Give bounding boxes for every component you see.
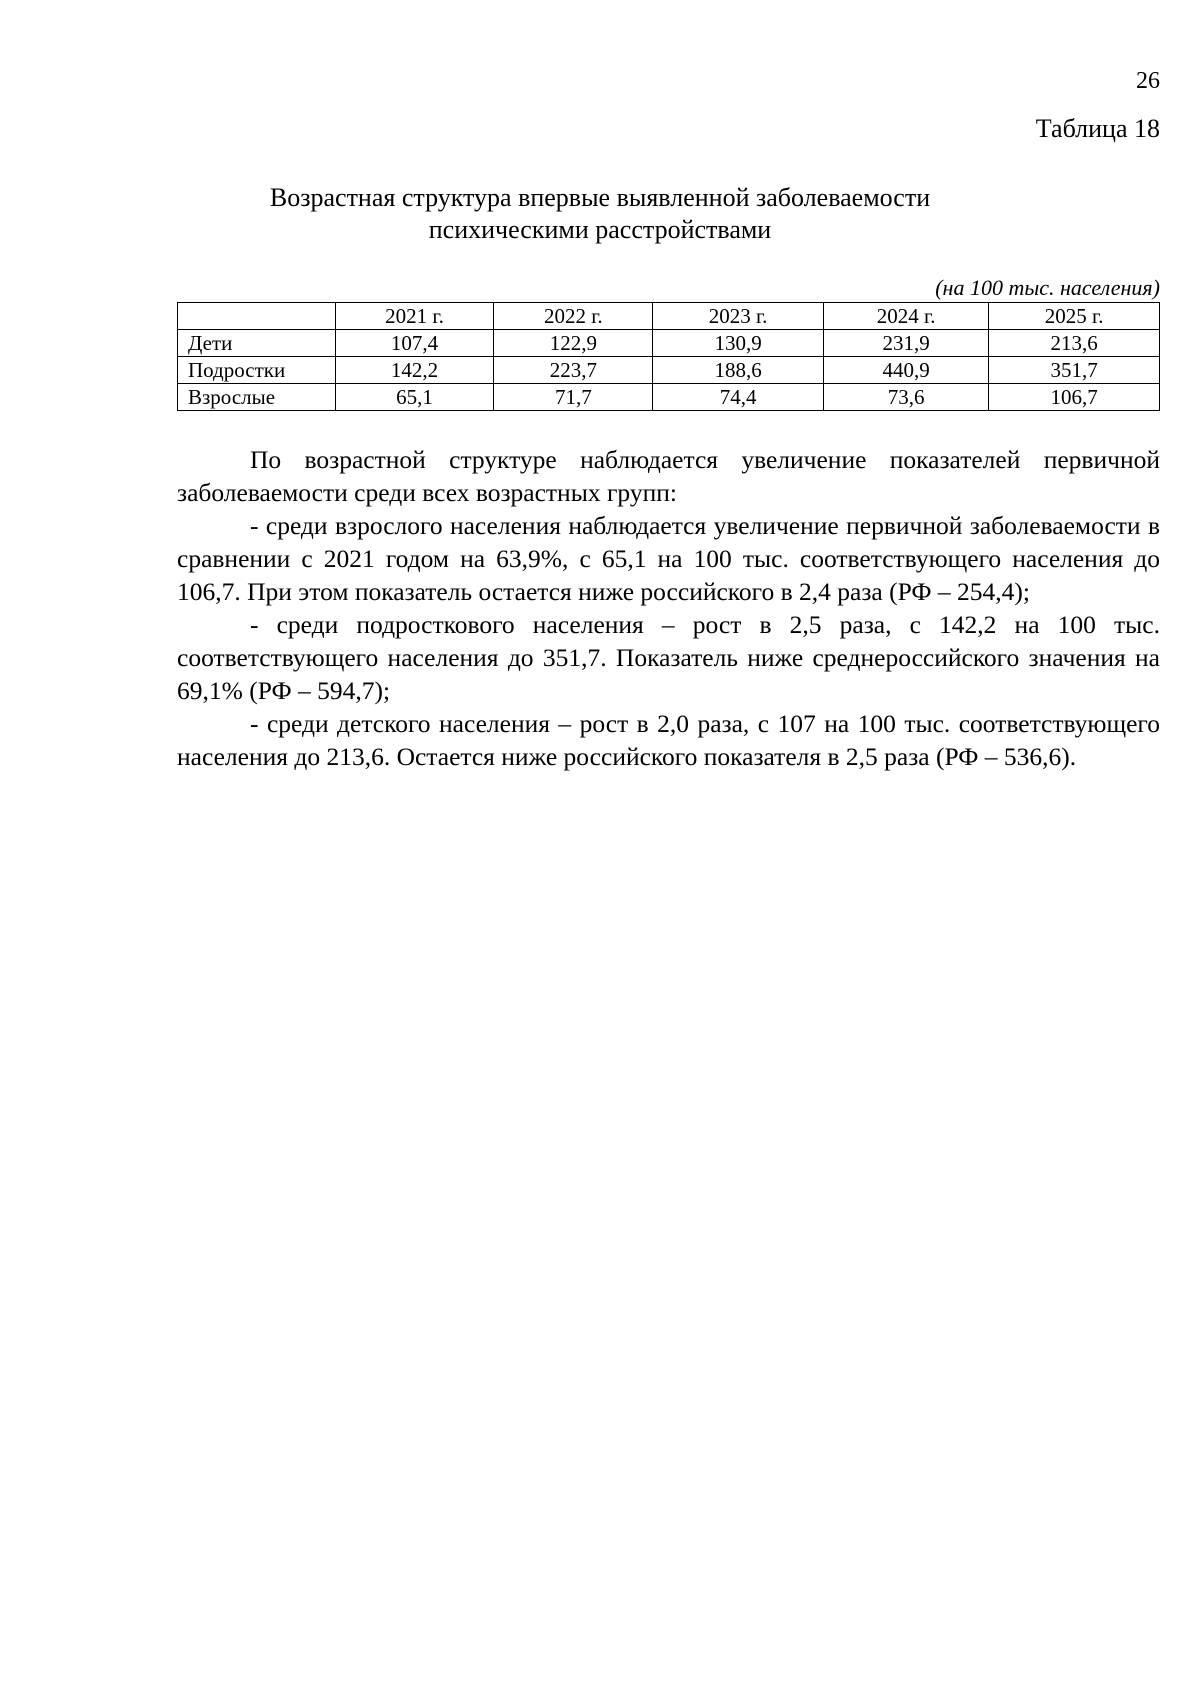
- table-cell: 122,9: [494, 330, 653, 357]
- table-row: [178, 330, 1160, 357]
- header-cell-year: 2021 г.: [335, 303, 494, 330]
- table-title: [160, 182, 1040, 246]
- row-label: Подростки: [178, 357, 336, 384]
- morbidity-table: [177, 302, 1160, 411]
- table-cell: 65,1: [335, 384, 494, 411]
- table-cell: 440,9: [823, 357, 988, 384]
- header-cell-empty: [178, 303, 336, 330]
- row-label: Дети: [178, 330, 336, 357]
- table-row: [178, 357, 1160, 384]
- table-cell: 130,9: [653, 330, 824, 357]
- table-cell: 213,6: [989, 330, 1160, 357]
- row-label: Взрослые: [178, 384, 336, 411]
- table-row: [178, 384, 1160, 411]
- table-cell: 142,2: [335, 357, 494, 384]
- table-cell: 71,7: [494, 384, 653, 411]
- header-cell-year: 2023 г.: [653, 303, 824, 330]
- table-cell: 107,4: [335, 330, 494, 357]
- table-label: Таблица 18: [1035, 114, 1160, 143]
- header-cell-year: 2025 г.: [989, 303, 1160, 330]
- header-cell-year: 2022 г.: [494, 303, 653, 330]
- table-cell: 188,6: [653, 357, 824, 384]
- header-cell-year: 2024 г.: [823, 303, 988, 330]
- table-cell: 231,9: [823, 330, 988, 357]
- table-header-row: [178, 303, 1160, 330]
- table-cell: 73,6: [823, 384, 988, 411]
- paragraph: По возрастной структуре наблюдается увеличение показателей первичной заболеваемости среди всех возрастных групп:: [177, 445, 1160, 507]
- paragraph: - среди подросткового населения – рост в 2,5 раза, с 142,2 на 100 тыс. соответствующего населения до 351,7. Показатель ниже среднероссийского значения на 69,1% (РФ – 594,7);: [177, 610, 1160, 705]
- paragraph: - среди детского населения – рост в 2,0 раза, с 107 на 100 тыс. соответствующего населения до 213,6. Остается ниже российского показателя в 2,5 раза (РФ – 536,6).: [177, 709, 1160, 771]
- body-text: [177, 443, 1160, 773]
- table-cell: 223,7: [494, 357, 653, 384]
- table-cell: 351,7: [989, 357, 1160, 384]
- table-title-line-2: психическими расстройствами: [428, 215, 772, 244]
- paragraph: - среди взрослого населения наблюдается увеличение первичной заболеваемости в сравнении с 2021 годом на 63,9%, с 65,1 на 100 тыс. соответствующего населения до 106,7. При этом показатель остается ниже российского в 2,4 раза (РФ – 254,4);: [177, 511, 1160, 606]
- table-cell: 106,7: [989, 384, 1160, 411]
- table-title-line-1: Возрастная структура впервые выявленной заболеваемости: [269, 183, 931, 212]
- page-number: 26: [1136, 68, 1160, 94]
- table-cell: 74,4: [653, 384, 824, 411]
- units-note: (на 100 тыс. населения): [935, 275, 1160, 300]
